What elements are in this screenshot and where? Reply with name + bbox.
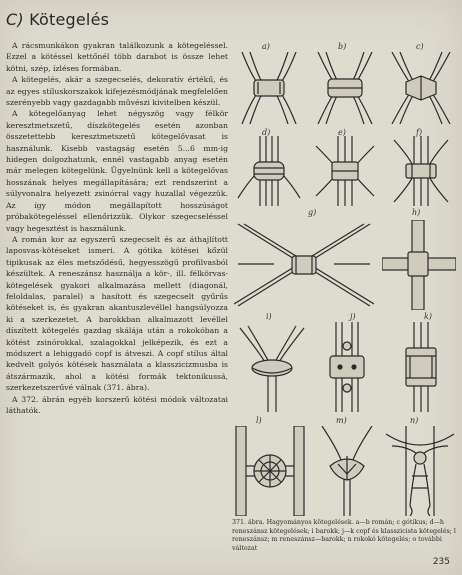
fig-label-n: n) [410,416,419,425]
paragraph: A rácsmunkákon gyakran találkozunk a kötegeléssel. Ezzel a kötéssel kettőnél több darabot is össze lehet kötni, szép, ízléses formában. [6,41,228,73]
drawing-h [382,220,456,310]
fig-label-d: d) [262,128,271,137]
drawing-g [234,220,374,310]
bundle-drawing-icon [384,136,458,206]
fig-label-f: f) [416,128,423,137]
paragraph: A kötegelés, akár a szegecselés, dekoratív értékű, és az egyes stíluskorszakok kifejezésmódjának megfelelően szerényebb vagy gazdagabb művészi kivitelben készül. [6,75,228,108]
bundle-drawing-icon [308,136,382,206]
fig-label-b: b) [338,42,347,51]
fig-label-j: j) [350,312,356,321]
fig-label-i: i) [266,312,272,321]
figure-caption: 371. ábra. Hagyományos kötegelések. a—b román; c gótikus; d—h reneszánsz kötegelések; i barokk; j—k copf és klasszicista kötegelés; l reneszánsz; m reneszánsz—barokk; n rokokó kötegelés; o további változat [232,519,456,552]
figure-371 [232,36,458,518]
fig-label-l: l) [256,416,262,425]
lattice-drawing-icon [234,220,374,310]
bundle-drawing-icon [232,52,306,124]
drawing-b [308,52,382,124]
body-text [6,40,228,416]
drawing-i [232,322,312,412]
fig-label-k: k) [424,312,432,321]
fig-label-c: c) [416,42,424,51]
bundle-drawing-icon [232,136,306,206]
drawing-l [232,426,308,516]
drawing-e [308,136,382,206]
paragraph: A kötegelőanyag lehet négyszög vagy félkör keresztmetszetű, díszkötegelés esetén azonban összetettebb keresztmetszetű kötegelővasat is használunk. Kisebb vastagság esetén 5...6 mm-ig hidegen dolgozhatunk, ennél vastagabb anyag esetén már melegen kötegelünk. Ügyelnünk kell a kötegelővas hosszának helyes megállapítására; ezt rendszerint a súlyvonalra helyezett zsinórral vagy huzallal végezzük. Az így módon megállapított hosszúságot próbakötegeléssel ellenőrizzük. Olykor szegecseléssel vagy hegesztést is használunk. [6,109,228,233]
acanthus-leaf-drawing-icon [312,426,382,516]
drawing-a [232,52,306,124]
bundle-drawing-icon [384,52,458,124]
cross-joint-drawing-icon [382,220,456,310]
fig-label-h: h) [412,208,421,217]
paragraph: A 372. ábrán egyéb korszerű kötési módok változatai láthatók. [6,394,228,415]
fig-label-a: a) [262,42,270,51]
drawing-c [384,52,458,124]
drawing-j [314,322,380,412]
drawing-k [384,322,458,412]
cord-knot-drawing-icon [382,426,458,516]
bundle-drawing-icon [314,322,380,412]
fig-label-e: e) [338,128,346,137]
section-title [6,10,109,29]
section-title-text: Kötegelés [29,10,110,29]
section-letter: C) [6,10,24,29]
fig-label-g: g) [308,208,317,217]
bundle-drawing-icon [232,322,312,412]
drawing-d [232,136,306,206]
fig-label-m: m) [336,416,347,425]
bundle-drawing-icon [384,322,458,412]
drawing-n [382,426,458,516]
rosette-drawing-icon [232,426,308,516]
paragraph: A román kor az egyszerű szegecselt és az áthajlított laposvas-kötéseket ismeri. A gótika kötései kőzül tipikusak az éles metsződésű, hegyesszögű profilvasból készültek. A reneszánsz használja a kör-, ill. félkörvas-kötegelések gyakori alkalmazása mellett (diagonál, feloldalas, paralel) a hasított és szegecselt gyűrűs kötéseket is, és gyakran akantuszlevéllel hangsúlyozza ki a szerkezetet. A barokkban alkalmazott levéllel díszített kötegelés gazdag skálája után a rokokóban a kötést zsinórokkal, szalagokkal jelképezik, és ezt a módszert a lehiggadó copf is átveszi. A copf stílus által kedvelt golyós kötések használata a klasszicizmusba is átszármazik, ahol a kötési formák tektonikussá, szerkezetszerűvé válnak (371. ábra). [6,234,228,393]
bundle-drawing-icon [308,52,382,124]
page-number: 235 [432,557,450,567]
drawing-f [384,136,458,206]
drawing-m [312,426,382,516]
